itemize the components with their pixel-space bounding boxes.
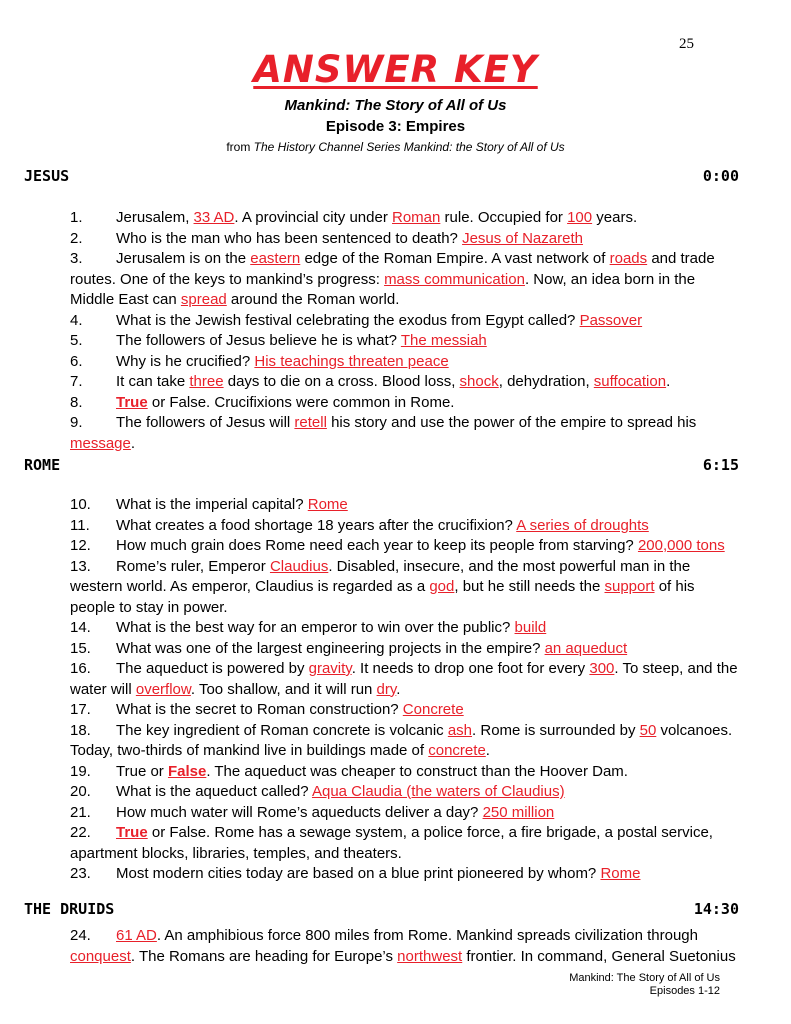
answer-text: message bbox=[70, 434, 131, 452]
question-number: 12. bbox=[70, 537, 91, 554]
question-text: It can take bbox=[116, 373, 190, 390]
question-number: 8. bbox=[70, 393, 83, 411]
series-subtitle: Mankind: The Story of All of Us bbox=[284, 97, 507, 114]
question-text: rule. Occupied for bbox=[440, 209, 568, 226]
answer-text: Jesus of Nazareth bbox=[462, 229, 583, 247]
question-number: 11. bbox=[70, 516, 90, 534]
answer-text-bold: False bbox=[167, 762, 207, 780]
question-number: 19. bbox=[70, 762, 91, 780]
question-item bbox=[70, 393, 738, 414]
answer-text: overflow bbox=[135, 680, 191, 698]
question-text: The followers of Jesus will bbox=[116, 414, 295, 431]
question-item bbox=[70, 864, 738, 885]
question-item bbox=[70, 659, 738, 700]
answer-text: 250 million bbox=[482, 803, 555, 821]
question-text: . A provincial city under bbox=[234, 209, 392, 226]
question-text: and trade routes. One of the keys to mankind’s progress: bbox=[70, 250, 715, 288]
question-item bbox=[70, 926, 738, 967]
question-text: . bbox=[396, 680, 401, 698]
question-text: What is the Jewish festival celebrating the exodus from Egypt called? bbox=[116, 311, 580, 329]
question-item bbox=[70, 495, 738, 516]
answer-text: A series of droughts bbox=[516, 516, 649, 534]
answer-text: dry bbox=[376, 680, 397, 698]
question-text: . To steep, and the water will bbox=[70, 660, 738, 698]
section-timestamp: 0:00 bbox=[702, 167, 739, 185]
question-text: Jerusalem is on the bbox=[116, 250, 251, 267]
question-number: 13. bbox=[70, 557, 91, 575]
answer-text: Rome bbox=[307, 496, 348, 513]
question-text: . bbox=[130, 434, 136, 452]
question-item bbox=[70, 762, 738, 783]
question-item bbox=[70, 352, 738, 373]
answer-text: gravity bbox=[308, 660, 352, 677]
question-text: days to die on a cross. Blood loss, bbox=[223, 373, 460, 390]
question-item bbox=[70, 618, 738, 639]
question-text: True or bbox=[116, 762, 168, 780]
question-item bbox=[70, 311, 738, 332]
answer-text: roads bbox=[609, 250, 648, 267]
question-number: 2. bbox=[70, 229, 83, 247]
question-number: 14. bbox=[70, 619, 91, 636]
question-text: , dehydration, bbox=[498, 373, 594, 390]
answer-text: mass communication bbox=[384, 270, 525, 288]
question-item bbox=[70, 782, 738, 803]
footer-series: Mankind: The Story of All of Us bbox=[569, 972, 720, 984]
question-text: volcanoes. Today, two-thirds of mankind live in buildings made of bbox=[70, 721, 733, 759]
source-line bbox=[0, 140, 791, 154]
question-item bbox=[70, 249, 738, 311]
section-title: ROME bbox=[24, 456, 61, 474]
question-text: What is the imperial capital? bbox=[116, 496, 308, 513]
answer-text: 200,000 tons bbox=[637, 537, 725, 554]
question-number: 10. bbox=[70, 496, 91, 513]
page-footer bbox=[569, 972, 720, 998]
question-text: . An amphibious force 800 miles from Rome. Mankind spreads civilization through bbox=[156, 927, 698, 944]
question-item bbox=[70, 803, 738, 824]
source-prefix: from bbox=[226, 140, 254, 154]
answer-text: The messiah bbox=[400, 332, 487, 349]
question-text: . Disabled, insecure, and the most powerful man in the western world. As emperor, Claudius is regarded as a bbox=[70, 557, 691, 595]
answer-text: 100 bbox=[567, 209, 593, 226]
answer-text: Concrete bbox=[402, 701, 464, 718]
question-text: years. bbox=[592, 209, 638, 226]
section-heading-druids bbox=[24, 900, 739, 918]
question-text: The aqueduct is powered by bbox=[116, 660, 309, 677]
answer-text: ash bbox=[447, 721, 473, 739]
question-text: . The Romans are heading for Europe’s bbox=[130, 947, 398, 965]
section-timestamp: 14:30 bbox=[693, 900, 739, 918]
answer-text: Roman bbox=[392, 209, 441, 226]
answer-text: 33 AD bbox=[193, 209, 235, 226]
question-number: 20. bbox=[70, 783, 91, 800]
answer-text: Passover bbox=[579, 311, 643, 329]
answer-text: an aqueduct bbox=[544, 639, 628, 657]
question-number: 9. bbox=[70, 414, 83, 431]
question-text: How much water will Rome’s aqueducts deliver a day? bbox=[116, 803, 483, 821]
answer-text: suffocation bbox=[593, 373, 667, 390]
question-number: 15. bbox=[70, 639, 91, 657]
question-text: What is the best way for an emperor to win over the public? bbox=[116, 619, 515, 636]
answer-text: support bbox=[604, 578, 655, 595]
question-text: of his people to stay in power. bbox=[70, 578, 695, 616]
question-number: 22. bbox=[70, 824, 91, 841]
question-item bbox=[70, 372, 738, 393]
answer-text: 50 bbox=[639, 721, 657, 739]
answer-text: god bbox=[429, 578, 455, 595]
question-text: The followers of Jesus believe he is what? bbox=[116, 332, 401, 349]
question-list-druids bbox=[70, 926, 738, 967]
answer-text: 300 bbox=[589, 660, 615, 677]
question-text: or False. Rome has a sewage system, a police force, a fire brigade, a postal service, apartment blocks, libraries, temples, and theaters. bbox=[70, 824, 713, 862]
question-text: What is the aqueduct called? bbox=[116, 783, 312, 800]
question-number: 4. bbox=[70, 311, 83, 329]
answer-text: eastern bbox=[250, 250, 301, 267]
question-number: 23. bbox=[70, 865, 91, 882]
answer-text: retell bbox=[294, 414, 327, 431]
answer-text: spread bbox=[180, 291, 227, 308]
question-number: 6. bbox=[70, 352, 83, 370]
question-text: . It needs to drop one foot for every bbox=[351, 660, 590, 677]
question-number: 17. bbox=[70, 701, 91, 718]
question-text: frontier. In command, General Suetonius bbox=[462, 947, 736, 965]
question-text: Most modern cities today are based on a blue print pioneered by whom? bbox=[116, 865, 601, 882]
question-item bbox=[70, 331, 738, 352]
question-number: 3. bbox=[70, 250, 83, 267]
question-text: Who is the man who has been sentenced to death? bbox=[116, 229, 463, 247]
section-title: JESUS bbox=[24, 167, 70, 185]
answer-text: shock bbox=[459, 373, 499, 390]
question-text: What creates a food shortage 18 years after the crucifixion? bbox=[116, 516, 517, 534]
answer-text: Aqua Claudia (the waters of Claudius) bbox=[311, 783, 565, 800]
section-timestamp: 6:15 bbox=[702, 456, 739, 474]
question-number: 18. bbox=[70, 721, 91, 739]
answer-text: northwest bbox=[397, 947, 463, 965]
episode-subtitle: Episode 3: Empires bbox=[325, 118, 466, 135]
question-item bbox=[70, 229, 738, 250]
answer-text: conquest bbox=[70, 947, 131, 965]
question-number: 1. bbox=[70, 209, 83, 226]
question-number: 24. bbox=[70, 927, 91, 944]
answer-text: Rome bbox=[600, 865, 641, 882]
question-text: . Too shallow, and it will run bbox=[190, 680, 377, 698]
question-number: 7. bbox=[70, 373, 83, 390]
question-number: 21. bbox=[70, 803, 91, 821]
question-text: Rome’s ruler, Emperor bbox=[116, 557, 270, 575]
question-text: or False. Crucifixions were common in Rome. bbox=[147, 393, 455, 411]
question-text: edge of the Roman Empire. A vast network of bbox=[300, 250, 610, 267]
question-text: . The aqueduct was cheaper to construct than the Hoover Dam. bbox=[206, 762, 628, 780]
source-title: The History Channel Series Mankind: the Story of All of Us bbox=[253, 140, 565, 154]
question-item bbox=[70, 700, 738, 721]
question-text: How much grain does Rome need each year to keep its people from starving? bbox=[116, 537, 638, 554]
question-item bbox=[70, 516, 738, 537]
question-text: around the Roman world. bbox=[226, 291, 400, 308]
page-title: ANSWER KEY bbox=[253, 48, 538, 91]
answer-text-bold: True bbox=[116, 824, 148, 841]
question-text: What was one of the largest engineering projects in the empire? bbox=[116, 639, 545, 657]
question-item bbox=[70, 208, 738, 229]
question-item bbox=[70, 639, 738, 660]
question-text: . bbox=[666, 373, 671, 390]
question-number: 16. bbox=[70, 660, 91, 677]
question-text: The key ingredient of Roman concrete is volcanic bbox=[116, 721, 448, 739]
question-list-jesus bbox=[70, 208, 738, 454]
question-text: . Rome is surrounded by bbox=[472, 721, 640, 739]
question-text: , but he still needs the bbox=[454, 578, 605, 595]
question-text: Why is he crucified? bbox=[116, 352, 255, 370]
answer-text: Claudius bbox=[269, 557, 329, 575]
answer-text: His teachings threaten peace bbox=[254, 352, 449, 370]
question-text: . bbox=[485, 742, 490, 759]
question-text: . Now, an idea born in the Middle East can bbox=[70, 270, 696, 308]
question-text: his story and use the power of the empire to spread his bbox=[326, 414, 697, 431]
question-item bbox=[70, 721, 738, 762]
footer-episodes: Episodes 1-12 bbox=[649, 985, 720, 997]
section-title: THE DRUIDS bbox=[24, 900, 115, 918]
answer-text: concrete bbox=[428, 742, 486, 759]
question-list-rome bbox=[70, 495, 738, 885]
question-text: Jerusalem, bbox=[116, 209, 194, 226]
answer-text: 61 AD bbox=[116, 927, 157, 944]
answer-text: build bbox=[514, 619, 547, 636]
question-item bbox=[70, 413, 738, 454]
answer-text-bold: True bbox=[116, 393, 148, 411]
question-number: 5. bbox=[70, 332, 83, 349]
question-item bbox=[70, 557, 738, 619]
section-heading-rome bbox=[24, 456, 739, 474]
section-heading-jesus bbox=[24, 167, 739, 185]
question-item bbox=[70, 823, 738, 864]
question-item bbox=[70, 536, 738, 557]
page-number: 25 bbox=[679, 36, 694, 52]
question-text: What is the secret to Roman construction? bbox=[116, 701, 403, 718]
answer-text: three bbox=[189, 373, 224, 390]
